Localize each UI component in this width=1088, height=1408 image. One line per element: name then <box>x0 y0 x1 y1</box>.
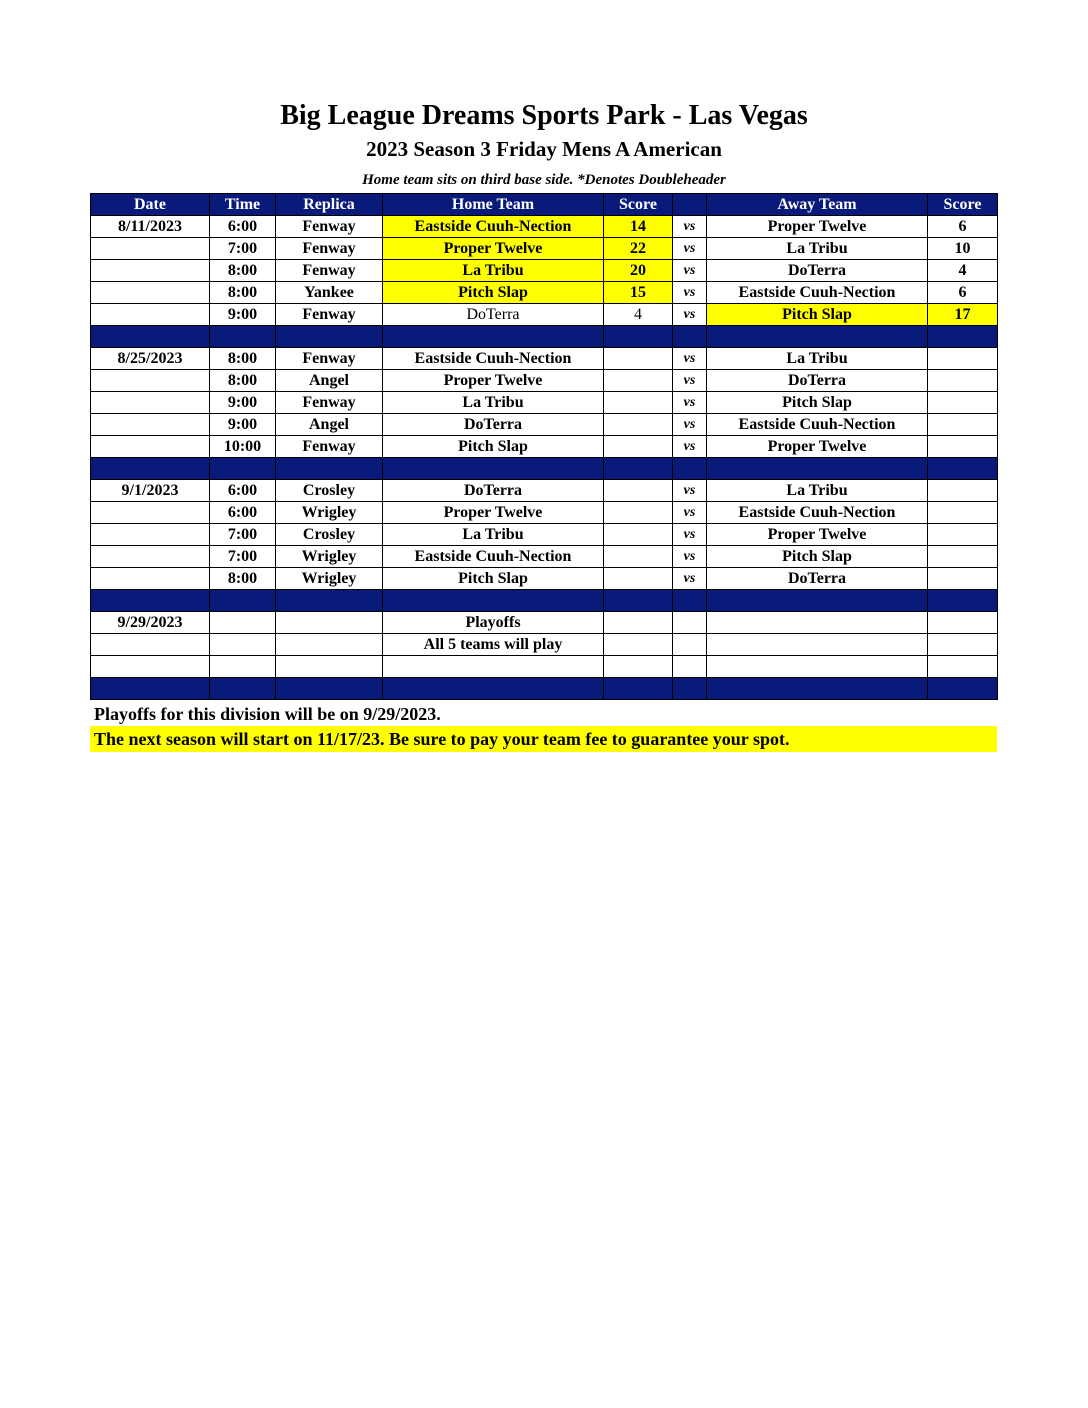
home-score <box>604 524 673 546</box>
vs-label: vs <box>673 370 707 392</box>
col-away-team: Away Team <box>707 194 928 216</box>
away-score <box>928 414 998 436</box>
game-replica: Angel <box>276 370 383 392</box>
away-score <box>928 524 998 546</box>
game-time: 9:00 <box>210 414 276 436</box>
home-team: Pitch Slap <box>383 282 604 304</box>
home-team: La Tribu <box>383 524 604 546</box>
game-date <box>91 502 210 524</box>
home-score <box>604 370 673 392</box>
home-score <box>604 502 673 524</box>
away-team: Proper Twelve <box>707 436 928 458</box>
table-row <box>91 568 998 590</box>
game-replica: Fenway <box>276 436 383 458</box>
away-team: La Tribu <box>707 480 928 502</box>
game-time: 6:00 <box>210 216 276 238</box>
home-team: Pitch Slap <box>383 436 604 458</box>
game-replica: Wrigley <box>276 568 383 590</box>
away-score: 4 <box>928 260 998 282</box>
table-row <box>91 238 998 260</box>
home-score <box>604 414 673 436</box>
game-replica: Fenway <box>276 260 383 282</box>
home-score <box>604 568 673 590</box>
game-replica: Yankee <box>276 282 383 304</box>
table-row <box>91 282 998 304</box>
game-time: 7:00 <box>210 238 276 260</box>
vs-label: vs <box>673 546 707 568</box>
game-date <box>91 260 210 282</box>
away-score: 6 <box>928 216 998 238</box>
home-score <box>604 480 673 502</box>
vs-label: vs <box>673 502 707 524</box>
game-replica <box>276 612 383 634</box>
home-score <box>604 436 673 458</box>
home-team: DoTerra <box>383 304 604 326</box>
table-row <box>91 414 998 436</box>
col-vs <box>673 194 707 216</box>
home-team: Proper Twelve <box>383 370 604 392</box>
game-time <box>210 634 276 656</box>
game-replica: Angel <box>276 414 383 436</box>
away-team: Proper Twelve <box>707 524 928 546</box>
game-time: 8:00 <box>210 260 276 282</box>
table-row <box>91 612 998 634</box>
vs-label: vs <box>673 524 707 546</box>
next-season-note: The next season will start on 11/17/23. Be sure to pay your team fee to guarantee your spot. <box>90 726 997 752</box>
game-time: 7:00 <box>210 524 276 546</box>
game-replica <box>276 634 383 656</box>
table-row <box>91 546 998 568</box>
game-replica <box>276 656 383 678</box>
table-row <box>91 524 998 546</box>
away-team: DoTerra <box>707 370 928 392</box>
home-team: All 5 teams will play <box>383 634 604 656</box>
week-separator <box>91 590 998 612</box>
col-away-score: Score <box>928 194 998 216</box>
game-time: 7:00 <box>210 546 276 568</box>
table-row <box>91 502 998 524</box>
vs-label: vs <box>673 238 707 260</box>
header-row <box>91 194 998 216</box>
game-replica: Crosley <box>276 524 383 546</box>
home-score <box>604 634 673 656</box>
away-score <box>928 612 998 634</box>
game-time: 10:00 <box>210 436 276 458</box>
game-date <box>91 304 210 326</box>
game-replica: Fenway <box>276 392 383 414</box>
vs-label: vs <box>673 282 707 304</box>
home-team: Playoffs <box>383 612 604 634</box>
home-team: Eastside Cuuh-Nection <box>383 546 604 568</box>
game-time <box>210 612 276 634</box>
away-team: Eastside Cuuh-Nection <box>707 502 928 524</box>
away-team: Eastside Cuuh-Nection <box>707 282 928 304</box>
away-team: DoTerra <box>707 260 928 282</box>
home-score <box>604 656 673 678</box>
vs-label <box>673 656 707 678</box>
vs-label: vs <box>673 260 707 282</box>
table-row <box>91 348 998 370</box>
away-team: Eastside Cuuh-Nection <box>707 414 928 436</box>
seating-note: Home team sits on third base side. *Denotes Doubleheader <box>362 172 726 188</box>
game-replica: Fenway <box>276 348 383 370</box>
away-team: La Tribu <box>707 348 928 370</box>
away-score <box>928 436 998 458</box>
game-date <box>91 392 210 414</box>
col-date: Date <box>91 194 210 216</box>
game-date <box>91 282 210 304</box>
away-team <box>707 656 928 678</box>
game-replica: Wrigley <box>276 546 383 568</box>
game-time: 6:00 <box>210 502 276 524</box>
away-score <box>928 348 998 370</box>
vs-label: vs <box>673 414 707 436</box>
col-home-score: Score <box>604 194 673 216</box>
game-date <box>91 634 210 656</box>
game-time: 6:00 <box>210 480 276 502</box>
home-score <box>604 392 673 414</box>
game-date <box>91 568 210 590</box>
game-time: 9:00 <box>210 304 276 326</box>
home-team: DoTerra <box>383 480 604 502</box>
playoffs-note: Playoffs for this division will be on 9/29/2023. <box>94 704 441 724</box>
away-team: Proper Twelve <box>707 216 928 238</box>
game-date <box>91 414 210 436</box>
home-team: Proper Twelve <box>383 502 604 524</box>
away-team <box>707 634 928 656</box>
home-score: 14 <box>604 216 673 238</box>
table-row <box>91 656 998 678</box>
home-score: 20 <box>604 260 673 282</box>
game-date: 9/1/2023 <box>91 480 210 502</box>
schedule-table <box>90 193 998 700</box>
table-row <box>91 370 998 392</box>
away-team: DoTerra <box>707 568 928 590</box>
away-score: 17 <box>928 304 998 326</box>
week-separator <box>91 326 998 348</box>
away-score: 10 <box>928 238 998 260</box>
home-team: La Tribu <box>383 260 604 282</box>
week-separator <box>91 678 998 700</box>
col-home-team: Home Team <box>383 194 604 216</box>
away-score <box>928 568 998 590</box>
away-score <box>928 502 998 524</box>
page-subtitle: 2023 Season 3 Friday Mens A American <box>366 137 722 161</box>
game-date <box>91 656 210 678</box>
game-time: 8:00 <box>210 370 276 392</box>
game-date <box>91 524 210 546</box>
away-team: La Tribu <box>707 238 928 260</box>
away-team <box>707 612 928 634</box>
table-row <box>91 260 998 282</box>
game-replica: Crosley <box>276 480 383 502</box>
game-replica: Wrigley <box>276 502 383 524</box>
home-team <box>383 656 604 678</box>
home-team: Eastside Cuuh-Nection <box>383 216 604 238</box>
col-replica: Replica <box>276 194 383 216</box>
away-score <box>928 392 998 414</box>
away-team: Pitch Slap <box>707 304 928 326</box>
game-time: 9:00 <box>210 392 276 414</box>
game-date: 8/25/2023 <box>91 348 210 370</box>
home-team: La Tribu <box>383 392 604 414</box>
table-row <box>91 634 998 656</box>
away-score: 6 <box>928 282 998 304</box>
game-replica: Fenway <box>276 216 383 238</box>
vs-label: vs <box>673 348 707 370</box>
game-date <box>91 546 210 568</box>
home-score: 15 <box>604 282 673 304</box>
vs-label: vs <box>673 480 707 502</box>
home-team: DoTerra <box>383 414 604 436</box>
game-replica: Fenway <box>276 304 383 326</box>
vs-label: vs <box>673 436 707 458</box>
game-time: 8:00 <box>210 282 276 304</box>
away-score <box>928 546 998 568</box>
vs-label <box>673 634 707 656</box>
home-score <box>604 546 673 568</box>
away-team: Pitch Slap <box>707 546 928 568</box>
table-row <box>91 304 998 326</box>
vs-label <box>673 612 707 634</box>
vs-label: vs <box>673 216 707 238</box>
game-date <box>91 436 210 458</box>
table-row <box>91 480 998 502</box>
home-score <box>604 612 673 634</box>
game-date <box>91 370 210 392</box>
home-score: 22 <box>604 238 673 260</box>
vs-label: vs <box>673 304 707 326</box>
game-time: 8:00 <box>210 348 276 370</box>
home-team: Pitch Slap <box>383 568 604 590</box>
table-row <box>91 436 998 458</box>
away-score <box>928 480 998 502</box>
game-date <box>91 238 210 260</box>
away-score <box>928 370 998 392</box>
home-team: Proper Twelve <box>383 238 604 260</box>
game-date: 9/29/2023 <box>91 612 210 634</box>
vs-label: vs <box>673 568 707 590</box>
page-title: Big League Dreams Sports Park - Las Vegas <box>280 100 808 131</box>
away-score <box>928 634 998 656</box>
table-row <box>91 392 998 414</box>
week-separator <box>91 458 998 480</box>
away-team: Pitch Slap <box>707 392 928 414</box>
game-time <box>210 656 276 678</box>
home-score <box>604 348 673 370</box>
game-time: 8:00 <box>210 568 276 590</box>
home-score: 4 <box>604 304 673 326</box>
away-score <box>928 656 998 678</box>
game-replica: Fenway <box>276 238 383 260</box>
game-date: 8/11/2023 <box>91 216 210 238</box>
col-time: Time <box>210 194 276 216</box>
table-row <box>91 216 998 238</box>
vs-label: vs <box>673 392 707 414</box>
home-team: Eastside Cuuh-Nection <box>383 348 604 370</box>
